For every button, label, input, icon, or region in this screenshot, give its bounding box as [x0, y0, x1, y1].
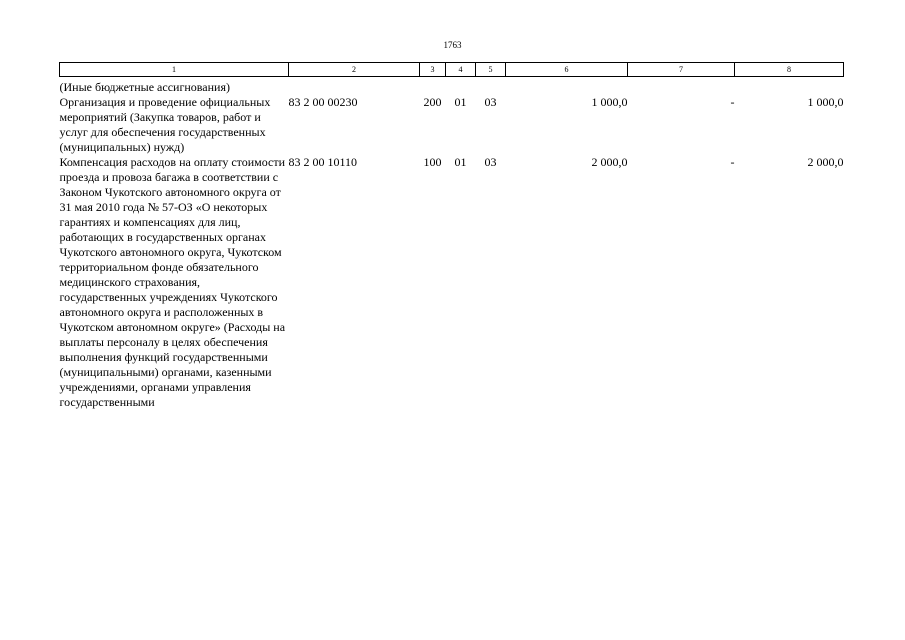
total-value: 1 000,0 — [807, 95, 844, 109]
subsection-code: 03 — [484, 95, 497, 109]
column-number-row — [60, 63, 844, 77]
amount-value: 1 000,0 — [591, 95, 628, 109]
expense-type-code — [420, 77, 446, 96]
amount-value — [506, 77, 628, 96]
change-value: - — [730, 155, 735, 169]
expense-name: Организация и проведение официальных мероприятий (Закупка товаров, работ и услуг для обеспечения государственных (муниципальных) нужд) — [59, 95, 271, 154]
section-code: 01 — [454, 155, 467, 169]
column-number: 1 — [60, 63, 289, 77]
expense-type-code: 100 — [423, 155, 442, 169]
target-article-code — [289, 77, 420, 96]
expense-name: Компенсация расходов на оплату стоимости проезда и провоза багажа в соответствии с Законом Чукотского автономного округа от 31 мая 2010 года № 57-ОЗ «О некоторых гарантиях и компенсациях для лиц, работающих в государственных органах Чукотского автономного округа, Чукотском территориальном фонде обязательного медицинского страхования, государственных учреждениях Чукотского автономного округа и расположенных в Чукотском автономном округе» (Расходы на выплаты персоналу в целях обеспечения выполнения функций государственными (муниципальными) органами, казенными учреждениями, органами управления государственными — [59, 155, 286, 409]
column-number: 8 — [735, 63, 844, 77]
column-number: 6 — [506, 63, 628, 77]
budget-table — [59, 62, 844, 410]
column-number: 5 — [476, 63, 506, 77]
total-value: 2 000,0 — [807, 155, 844, 169]
table-row — [60, 77, 844, 96]
change-value: - — [730, 95, 735, 109]
subsection-code: 03 — [484, 155, 497, 169]
page-number: 1763 — [443, 40, 462, 50]
subsection-code — [476, 77, 506, 96]
target-article-code: 83 2 00 10110 — [288, 155, 358, 169]
expense-type-code: 200 — [423, 95, 442, 109]
target-article-code: 83 2 00 00230 — [288, 95, 358, 109]
column-number: 2 — [289, 63, 420, 77]
table-row — [60, 155, 844, 410]
column-number: 4 — [446, 63, 476, 77]
column-number: 7 — [628, 63, 735, 77]
table-row — [60, 95, 844, 155]
expense-name: (Иные бюджетные ассигнования) — [59, 80, 230, 94]
change-value — [628, 77, 735, 96]
total-value — [735, 77, 844, 96]
column-number: 3 — [420, 63, 446, 77]
section-code: 01 — [454, 95, 467, 109]
section-code — [446, 77, 476, 96]
amount-value: 2 000,0 — [591, 155, 628, 169]
